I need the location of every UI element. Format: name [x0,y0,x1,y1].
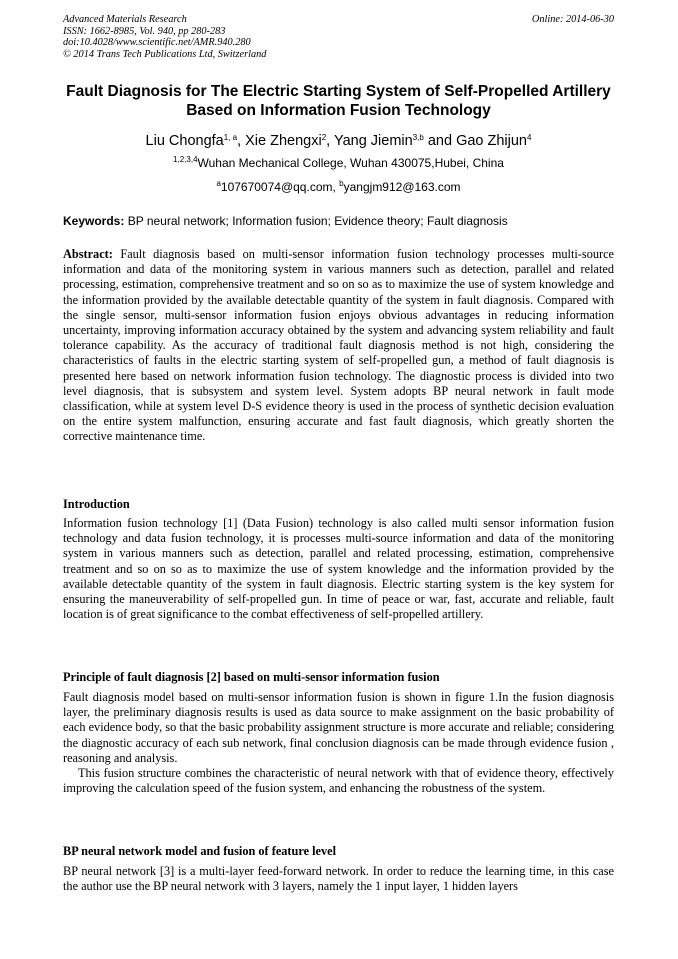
paragraph: BP neural network [3] is a multi-layer feed-forward network. In order to reduce the learning time, in this case the author use the BP neural network with 3 layers, namely the 1 input layer, 1 hidden layers [63,864,614,894]
email-link[interactable]: 107670074@qq.com [220,180,333,194]
author-list: Liu Chongfa$^{1, a}$, Xie Zhengxi$^2$, Yang Jiemin$^{3,b}$ and Gao Zhijun$^4$ [145,133,532,149]
abstract-text: Fault diagnosis based on multi-sensor information fusion technology processes multi-source information and data of the monitoring system in various manners such as detection, parallel and related processing, estimation, comprehensive treatment and so on so as to maximize the use of system knowledge and the information provided by the available detectable quantity of the system in fault diagnosis. Compared with the single sensor, multi-sensor information fusion enjoys obvious advantages in reducing information uncertainty, improving information accuracy obtained by the system and advancing system reliability and fault tolerance capability. As the accuracy of traditional fault diagnosis method is not high, considering the characteristics of faults in the electric starting system of self-propelled gun, a method of fault diagnosis is presented here based on network information fusion technology. The diagnostic process is divided into two level diagnosis, that is subsystem and system level. System adopts BP neural network in fault mode classification, while at system level D-S evidence theory is used in the process of synthetic decision evaluation on the entire system malfunction, ensuring accurate and fast fault diagnosis, which greatly shorten the corrective maintenance time. [63,247,614,444]
section-body [63,516,614,622]
email-link[interactable]: yangjm912@163.com [343,180,461,194]
section-heading: BP neural network model and fusion of feature level [63,844,337,858]
keywords-text: BP neural network; Information fusion; Evidence theory; Fault diagnosis [127,214,508,228]
paragraph: Fault diagnosis model based on multi-sensor information fusion is shown in figure 1.In the fusion diagnosis layer, the preliminary diagnosis results is used as data source to make assignment on the basic probability of each evidence body, so that the basic probability assignment structure is more accurate and reliable; considering the diagnostic accuracy of each sub network, final conclusion diagnosis can be made through evidence fusion , reasoning and analysis. [63,690,614,765]
author: Yang Jiemin$^{3,b}$ [333,133,424,149]
email-list: $^a$107670074@qq.com, $^b$yangjm912@163.com [216,179,461,194]
abstract [63,247,614,445]
copyright-line: © 2014 Trans Tech Publications Ltd, Switzerland [63,48,267,60]
section-body [63,690,614,796]
online-date: Online: 2014-06-30 [531,14,614,25]
keywords-label: Keywords: [63,214,125,228]
journal-header [63,14,614,60]
section-heading: Principle of fault diagnosis [2] based on multi-sensor information fusion [63,670,440,684]
affiliation: $^{1,2,3,4}$Wuhan Mechanical College, Wuhan 430075,Hubei, China [173,155,504,170]
paragraph: Information fusion technology [1] (Data Fusion) technology is also called multi sensor information fusion technology and data fusion technology, it is processes multi-source information and data of the monitoring system in various manners such as detection, parallel and related processing, estimation, comprehensive treatment and so on so as to maximize the use of system knowledge and the information provided by the available detectable quantity of the system in fault diagnosis. Electric starting system is the key system for ensuring the maneuverability of self-propelled gun. In time of peace or war, fast, accurate and reliable, fault location is of great significance to the combat effectiveness of self-propelled artillery. [63,516,614,622]
journal-name: Advanced Materials Research [63,14,187,25]
section-body [63,864,614,894]
doi-line[interactable]: doi:10.4028/www.scientific.net/AMR.940.280 [63,37,251,48]
issn-line: ISSN: 1662-8985, Vol. 940, pp 280-283 [63,25,226,37]
author: Xie Zhengxi$^2$ [245,133,327,149]
section-heading: Introduction [63,497,130,511]
paper-title: Fault Diagnosis for The Electric Starting System of Self-Propelled Artillery Based on Information Fusion Technology [66,83,611,119]
keywords [63,213,614,229]
author: Gao Zhijun$^4$ [456,133,532,149]
abstract-label: Abstract: [63,247,113,261]
author: Liu Chongfa$^{1, a}$ [145,133,238,149]
paragraph: This fusion structure combines the characteristic of neural network with that of evidence theory, effectively improving the calculation speed of the fusion system, and enhancing the robustness of the system. [63,766,614,796]
